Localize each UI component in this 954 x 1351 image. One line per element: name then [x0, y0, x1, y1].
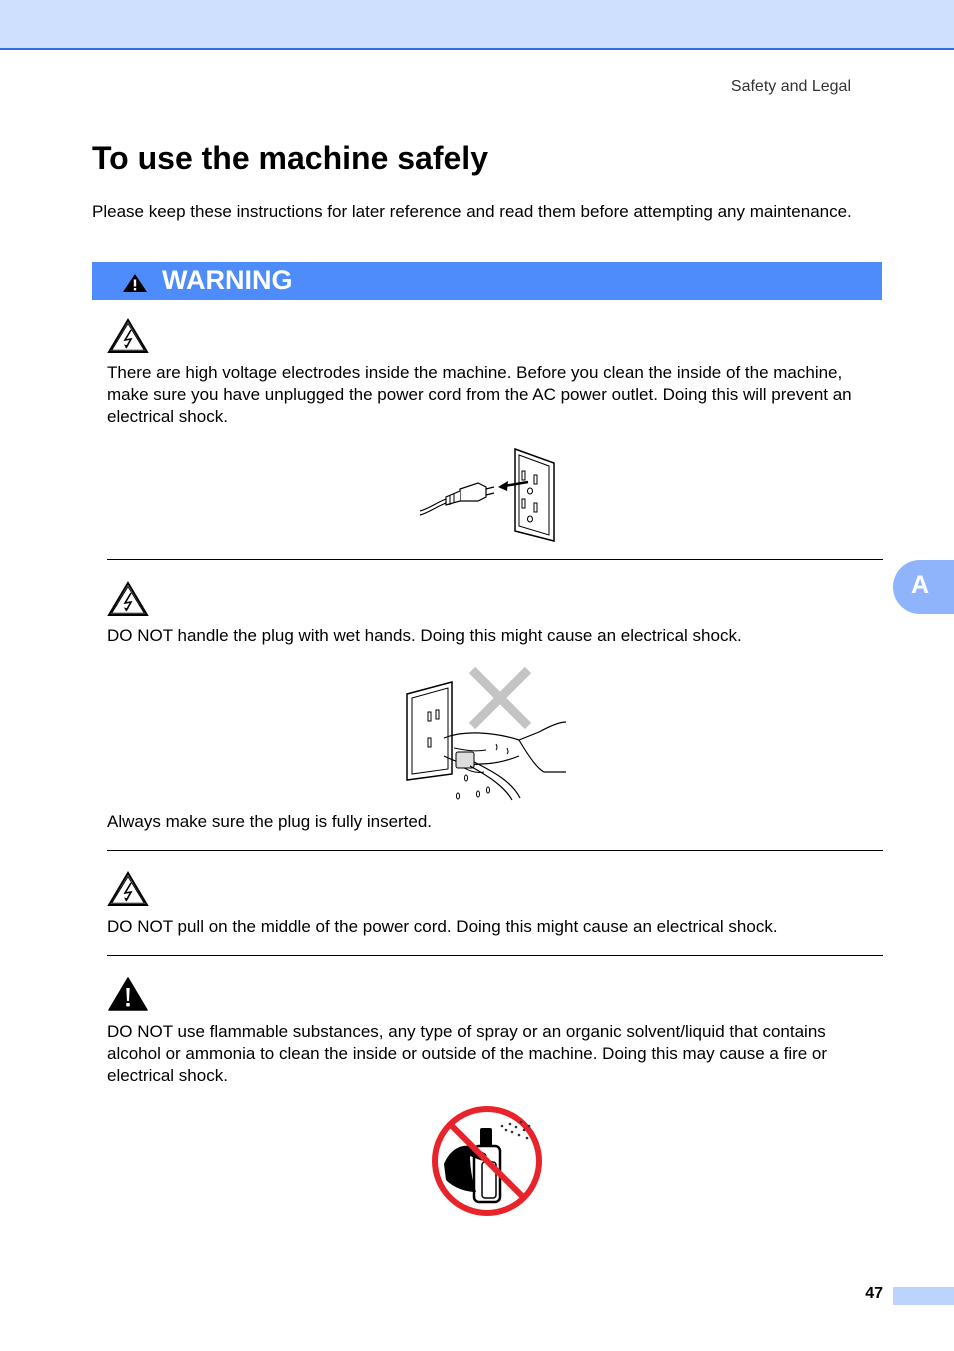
- header-band: [0, 0, 954, 50]
- wet-hands-plug-illustration: [404, 664, 569, 802]
- warning-triangle-icon: [122, 273, 148, 293]
- general-warning-icon: [107, 976, 149, 1012]
- appendix-tab-letter: A: [911, 571, 930, 599]
- page-number: 47: [865, 1285, 883, 1302]
- electric-shock-icon: [107, 871, 149, 907]
- appendix-tab: [893, 560, 954, 614]
- divider: [107, 559, 883, 560]
- no-spray-prohibition-icon: [430, 1104, 544, 1218]
- warning-label: WARNING: [162, 265, 293, 295]
- item-text: DO NOT handle the plug with wet hands. Doing this might cause an electrical shock.: [107, 626, 742, 645]
- divider: [107, 955, 883, 956]
- item-text: DO NOT pull on the middle of the power cord. Doing this might cause an electrical shock.: [107, 917, 778, 936]
- warning-banner: [92, 262, 882, 300]
- divider: [107, 850, 883, 851]
- electric-shock-icon: [107, 581, 149, 617]
- item-text: DO NOT use flammable substances, any type of spray or an organic solvent/liquid that contains alcohol or ammonia to clean the inside or outside of the machine. Doing this may cause a fire or electrical shock.: [107, 1022, 828, 1085]
- electric-shock-icon: [107, 318, 149, 354]
- item-text: There are high voltage electrodes inside the machine. Before you clean the inside of the machine, make sure you have unplugged the power cord from the AC power outlet. Doing this will prevent an electrical shock.: [107, 363, 852, 426]
- footer-band: [893, 1287, 954, 1305]
- note-text: Always make sure the plug is fully inserted.: [107, 812, 433, 831]
- page-title: To use the machine safely: [92, 140, 488, 176]
- unplug-power-cord-illustration: [418, 445, 558, 545]
- intro-text: Please keep these instructions for later reference and read them before attempting any maintenance.: [92, 202, 852, 221]
- running-head: Safety and Legal: [730, 78, 851, 95]
